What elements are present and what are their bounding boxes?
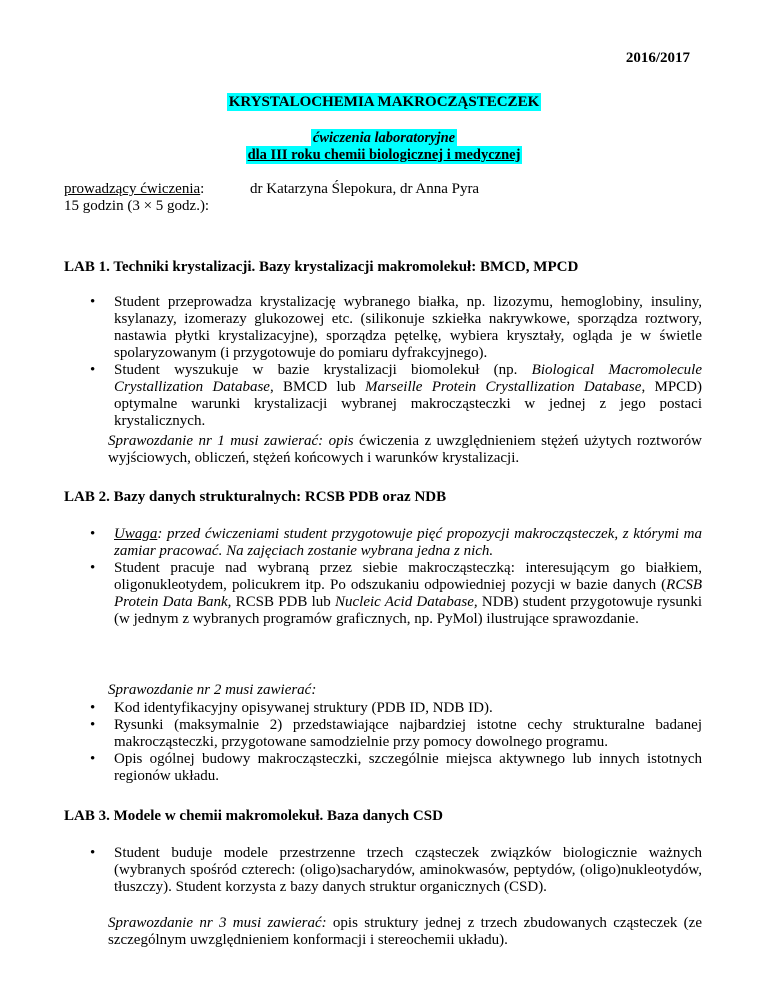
lab3-heading: LAB 3. Modele w chemii makromolekuł. Baza danych CSD [64,808,443,824]
lab2-report-title [108,682,702,699]
bullet-icon: • [90,560,96,576]
lab1-report-title: Sprawozdanie nr 1 musi zawierać: opis [108,433,354,449]
lab2-report-list [90,700,702,785]
academic-year: 2016/2017 [625,50,690,66]
lab2-note-label: Uwaga [114,526,158,542]
lab2-report-item-3: Opis ogólnej budowy makrocząsteczki, szczególnie miejsca aktywnego lub innych istotnych regionów układu. [114,751,702,784]
list-item [90,560,702,628]
lab1-report-text: ćwiczenia z uwzględnieniem stężeń użytych roztworów wyjściowych, obliczeń, stężeń końcowych i warunków krystalizacji. [108,433,702,466]
lab1-bullet-list [90,294,702,430]
document-title-text: KRYSTALOCHEMIA MAKROCZĄSTECZEK [228,94,540,110]
lab2-report-item-2: Rysunki (maksymalnie 2) przedstawiające najbardziej istotne cechy strukturalne badanej makrocząsteczki, przygotowane samodzielnie przy pomocy dowolnego programu. [114,717,702,750]
hours-label: 15 godzin (3 × 5 godz.): [64,198,210,214]
bullet-icon: • [90,700,96,716]
lab2-bullet2-c: NDB) student przygotowuje rysunki (w jednym z wybranych programów graficznych, np. PyMol) ilustrujące sprawozdanie. [114,594,702,627]
lab1-bullet1-text: Student przeprowadza krystalizację wybranego białka, np. lizozymu, hemoglobiny, insuliny, ksylanazy, izomerazy glukozowej etc. (silikonuje szkiełka nakrywkowe, sporządza roztwory, nastawia płytki krystalizacyjne), sporządza pętelkę, wybiera kryształy, ogląda je w świetle spolaryzowanym (i przygotowuje do pomiaru dyfrakcyjnego). [114,294,702,361]
list-item [90,526,702,560]
lab2-note-text: : przed ćwiczeniami student przygotowuje pięć propozycji makrocząsteczek, z którymi ma zamiar pracować. Na zajęciach zostanie wybrana jedna z nich. [114,526,702,559]
subtitle-2-text: dla III roku chemii biologicznej i medycznej [247,147,521,163]
lab2-pdb-name: RCSB Protein Data Bank, [114,577,702,610]
instructors-label-text: prowadzący ćwiczenia [64,181,201,197]
list-item [90,700,702,717]
lab3-report-text: opis struktury jednej z trzech zbudowanych cząsteczek (ze szczególnym uwzględnieniem konformacji i stereochemii układu). [108,915,702,948]
lab1-heading: LAB 1. Techniki krystalizacji. Bazy krystalizacji makromolekuł: BMCD, MPCD [64,259,579,275]
lab2-bullet-list [90,526,702,628]
lab1-report [108,433,702,467]
instructor-names: dr Katarzyna Ślepokura, dr Anna Pyra [250,181,480,197]
lab2-heading: LAB 2. Bazy danych strukturalnych: RCSB PDB oraz NDB [64,489,447,505]
list-item [90,294,702,362]
bullet-icon: • [90,717,96,733]
lab2-ndb-name: Nucleic Acid Database, [334,594,478,610]
list-item [90,717,702,751]
lab1-mpcd-name: Marseille Protein Crystallization Database [364,379,642,395]
bullet-icon: • [90,526,96,542]
bullet-icon: • [90,362,96,378]
list-item [90,362,702,430]
bullet-icon: • [90,751,96,767]
lab3-bullet1-text: Student buduje modele przestrzenne trzech cząsteczek związków biologicznie ważnych (wybranych spośród czterech: (oligo)sacharydów, aminokwasów, peptydów, (oligo)nukleotydów, tłuszczy). Student korzysta z bazy danych struktur organicznych (CSD). [114,845,702,895]
lab2-report-title-text: Sprawozdanie nr 2 musi zawierać: [108,682,317,698]
subtitle-line-2 [0,147,768,164]
bullet-icon: • [90,845,96,861]
instructors-label-colon: : [200,181,205,197]
subtitle-line-1 [0,130,768,147]
lab1-bullet2-c: , MPCD) optymalne warunki krystalizacji wybranej makrocząsteczki w jednej z jego postaci krystalicznych. [114,379,702,429]
lab2-bullet2-b: RCSB PDB lub [231,594,335,610]
lab3-bullet-list [90,845,702,896]
list-item [90,751,702,785]
lab2-bullet2-a: Student pracuje nad wybraną przez siebie makrocząsteczką: interesującym go białkiem, oligonukleotydem, policukrem itp. Po odszukaniu odpowiedniej pozycji w bazie danych ( [114,560,702,593]
lab1-bullet2-b: , BMCD lub [269,379,365,395]
list-item [90,845,702,896]
lab2-report-item-1: Kod identyfikacyjny opisywanej struktury (PDB ID, NDB ID). [114,700,493,716]
document-title [0,94,768,111]
bullet-icon: • [90,294,96,310]
lab1-bmcd-name: Biological Macromolecule Crystallization Database [114,362,702,395]
subtitle-1-text: ćwiczenia laboratoryjne [312,130,456,146]
lab1-bullet2-a: Student wyszukuje w bazie krystalizacji biomolekuł (np. [114,362,532,378]
lab3-report-title: Sprawozdanie nr 3 musi zawierać: [108,915,327,931]
instructors-label [64,181,204,198]
lab3-report [108,915,702,949]
